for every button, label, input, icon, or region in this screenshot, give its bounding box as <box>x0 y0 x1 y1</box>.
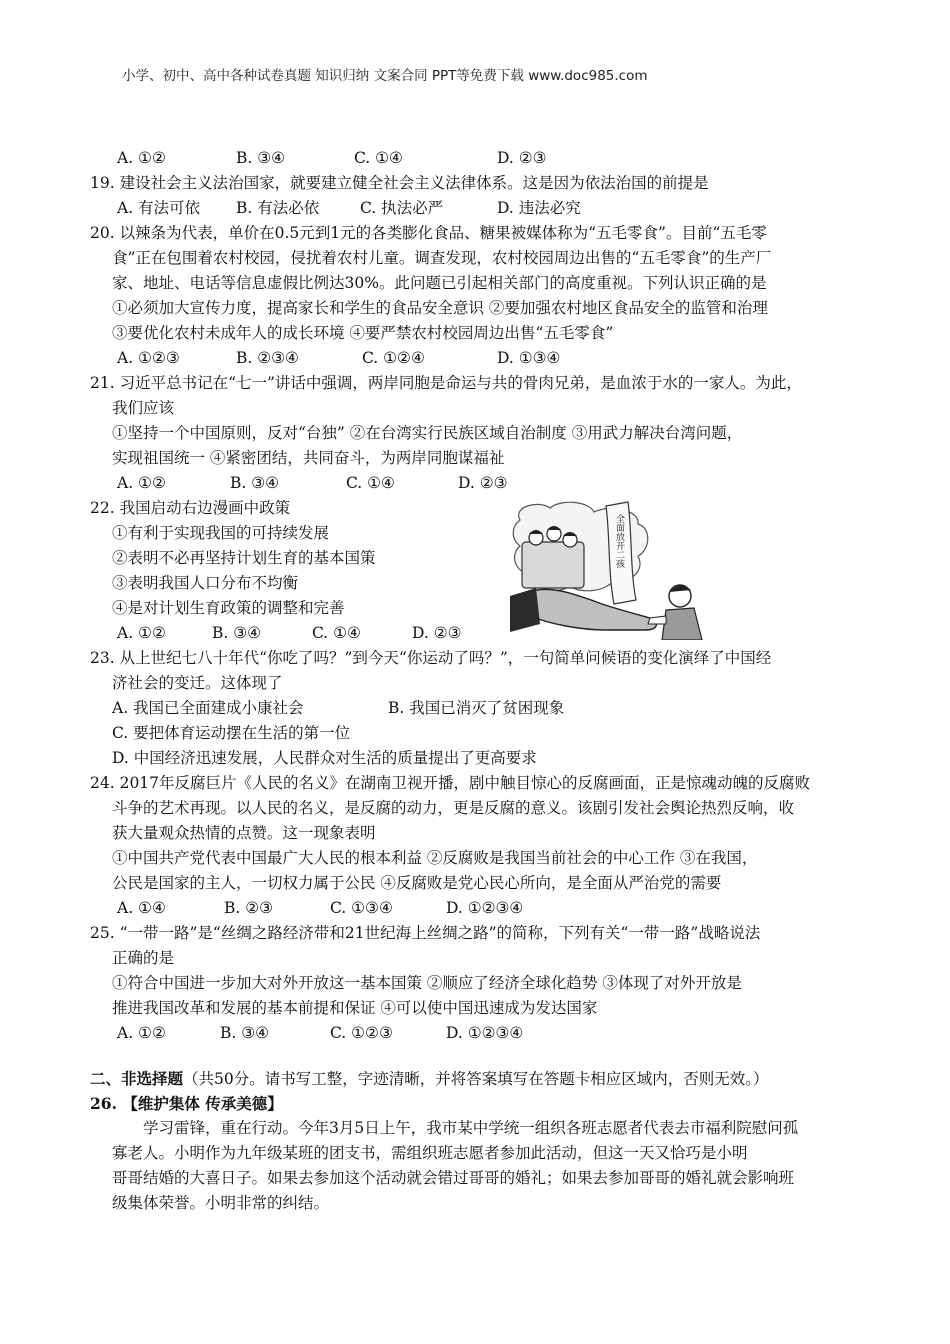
option-a: A. ①② <box>117 149 166 167</box>
option-d: D. ②③ <box>458 474 508 492</box>
question-stem: 24. 2017年反腐巨片《人民的名义》在湖南卫视开播，剧中触目惊心的反腐画面，正是惊魂动魄的反腐败 <box>90 774 811 792</box>
option-b: B. ③④ <box>212 624 262 642</box>
option-a: A. ①② <box>117 624 166 642</box>
question-stem: 我们应该 <box>112 399 175 417</box>
option-c: C. ①④ <box>346 474 395 492</box>
option-c: C. ①②③ <box>330 1024 393 1042</box>
question-stem: 23. 从上世纪七八十年代“你吃了吗？”到今天“你运动了吗？”，一句简单问候语的变化演绎了中国经 <box>90 649 772 667</box>
statement-line: ③表明我国人口分布不均衡 <box>112 574 299 592</box>
section-title <box>90 1071 769 1088</box>
option-b: B. ③④ <box>220 1024 270 1042</box>
paragraph-line: 级集体荣誉。小明非常的纠结。 <box>112 1194 330 1212</box>
option-d: D. 中国经济迅速发展，人民群众对生活的质量提出了更高要求 <box>112 749 537 767</box>
statement-line: ④是对计划生育政策的调整和完善 <box>112 599 345 617</box>
option-b: B. 有法必依 <box>236 199 320 217</box>
paragraph-line: 哥哥结婚的大喜日子。如果去参加这个活动就会错过哥哥的婚礼；如果去参加哥哥的婚礼就会影响班 <box>112 1169 795 1187</box>
scroll-text: 全面放开二孩 <box>614 514 624 568</box>
question-stem: 正确的是 <box>112 949 175 967</box>
policy-cartoon <box>510 500 708 640</box>
question-stem: 济社会的变迁。这体现了 <box>112 674 283 692</box>
option-b: B. ②③④ <box>236 349 299 367</box>
option-a: A. ①②③ <box>117 349 180 367</box>
option-a: A. ①② <box>117 1024 166 1042</box>
question-stem: 25. “一带一路”是“丝绸之路经济带和21世纪海上丝绸之路”的简称，下列有关“一带一路”战略说法 <box>90 924 761 942</box>
statement-line: ①坚持一个中国原则，反对“台独” ②在台湾实行民族区域自治制度 ③用武力解决台湾问题， <box>112 424 743 442</box>
sleeve <box>510 588 540 632</box>
option-d: D. 违法必究 <box>497 199 581 217</box>
option-b: B. ③④ <box>230 474 280 492</box>
statement-line: ②表明不必再坚持计划生育的基本国策 <box>112 549 376 567</box>
man-hand <box>648 616 666 624</box>
question-heading: 26. 【维护集体 传承美德】 <box>90 1094 283 1113</box>
option-c: C. ①②④ <box>362 349 425 367</box>
option-d: D. ①③④ <box>497 349 561 367</box>
statement-line: ③要优化农村未成年人的成长环境 ④要严禁农村校园周边出售“五毛零食” <box>112 324 614 342</box>
section-label: 二、非选择题 <box>90 1069 184 1088</box>
question-stem: 食”正在包围着农村校园，侵扰着农村儿童。调查发现，农村校园周边出售的“五毛零食”的生产厂 <box>112 249 772 267</box>
box <box>522 542 584 588</box>
option-d: D. ②③ <box>412 624 462 642</box>
option-a: A. ①② <box>117 474 166 492</box>
option-b: B. ③④ <box>236 149 286 167</box>
statement-line: 实现祖国统一 ④紧密团结，共同奋斗，为两岸同胞谋福祉 <box>112 449 505 467</box>
statement-line: ①中国共产党代表中国最广大人民的根本利益 ②反腐败是我国当前社会的中心工作 ③在我国， <box>112 849 758 867</box>
section-note: （共50分。请书写工整，字迹清晰，并将答案填写在答题卡相应区域内，否则无效。） <box>183 1070 769 1088</box>
option-b: B. 我国已消灭了贫困现象 <box>388 699 565 717</box>
statement-line: ①符合中国进一步加大对外开放这一基本国策 ②顺应了经济全球化趋势 ③体现了对外开放是 <box>112 974 742 992</box>
option-b: B. ②③ <box>224 899 274 917</box>
question-stem: 获大量观众热情的点赞。这一现象表明 <box>112 824 376 842</box>
man-body <box>662 608 702 640</box>
question-stem: 家、地址、电话等信息虚假比例达30%。此问题已引起相关部门的高度重视。下列认识正确的是 <box>112 274 767 292</box>
statement-line: ①有利于实现我国的可持续发展 <box>112 524 330 542</box>
page-header: 小学、初中、高中各种试卷真题 知识归纳 文案合同 PPT等免费下载 www.doc985.com <box>122 68 648 84</box>
paragraph-line: 寡老人。小明作为九年级某班的团支书，需组织班志愿者参加此活动，但这一天又恰巧是小明 <box>112 1144 748 1162</box>
hand-icon <box>530 589 656 630</box>
question-stem: 20. 以辣条为代表，单价在0.5元到1元的各类膨化食品、糖果被媒体称为“五毛零食”。目前“五毛零 <box>90 224 767 242</box>
option-c: C. ①③④ <box>330 899 393 917</box>
option-c: C. ①④ <box>312 624 361 642</box>
paragraph-line: 学习雷锋，重在行动。今年3月5日上午，我市某中学统一组织各班志愿者代表去市福利院慰问孤 <box>143 1119 799 1137</box>
option-d: D. ①②③④ <box>446 1024 524 1042</box>
option-a: A. 我国已全面建成小康社会 <box>112 699 304 717</box>
option-c: C. 执法必严 <box>360 199 444 217</box>
question-stem: 22. 我国启动右边漫画中政策 <box>90 499 291 517</box>
statement-line: 推进我国改革和发展的基本前提和保证 ④可以使中国迅速成为发达国家 <box>112 999 598 1017</box>
option-c: C. ①④ <box>354 149 403 167</box>
question-stem: 21. 习近平总书记在“七一”讲话中强调，两岸同胞是命运与共的骨肉兄弟，是血浓于水的一家人。为此， <box>90 374 802 392</box>
option-d: D. ②③ <box>497 149 547 167</box>
option-c: C. 要把体育运动摆在生活的第一位 <box>112 724 351 742</box>
statement-line: ①必须加大宣传力度，提高家长和学生的食品安全意识 ②要加强农村地区食品安全的监管和治理 <box>112 299 768 317</box>
question-stem: 19. 建设社会主义法治国家，就要建立健全社会主义法律体系。这是因为依法治国的前提是 <box>90 174 709 192</box>
option-a: A. ①④ <box>117 899 166 917</box>
option-d: D. ①②③④ <box>446 899 524 917</box>
statement-line: 公民是国家的主人，一切权力属于公民 ④反腐败是党心民心所向，是全面从严治党的需要 <box>112 874 722 892</box>
question-stem: 斗争的艺术再现。以人民的名义，是反腐的动力，更是反腐的意义。该剧引发社会舆论热烈反响，收 <box>112 799 795 817</box>
option-a: A. 有法可依 <box>117 199 201 217</box>
